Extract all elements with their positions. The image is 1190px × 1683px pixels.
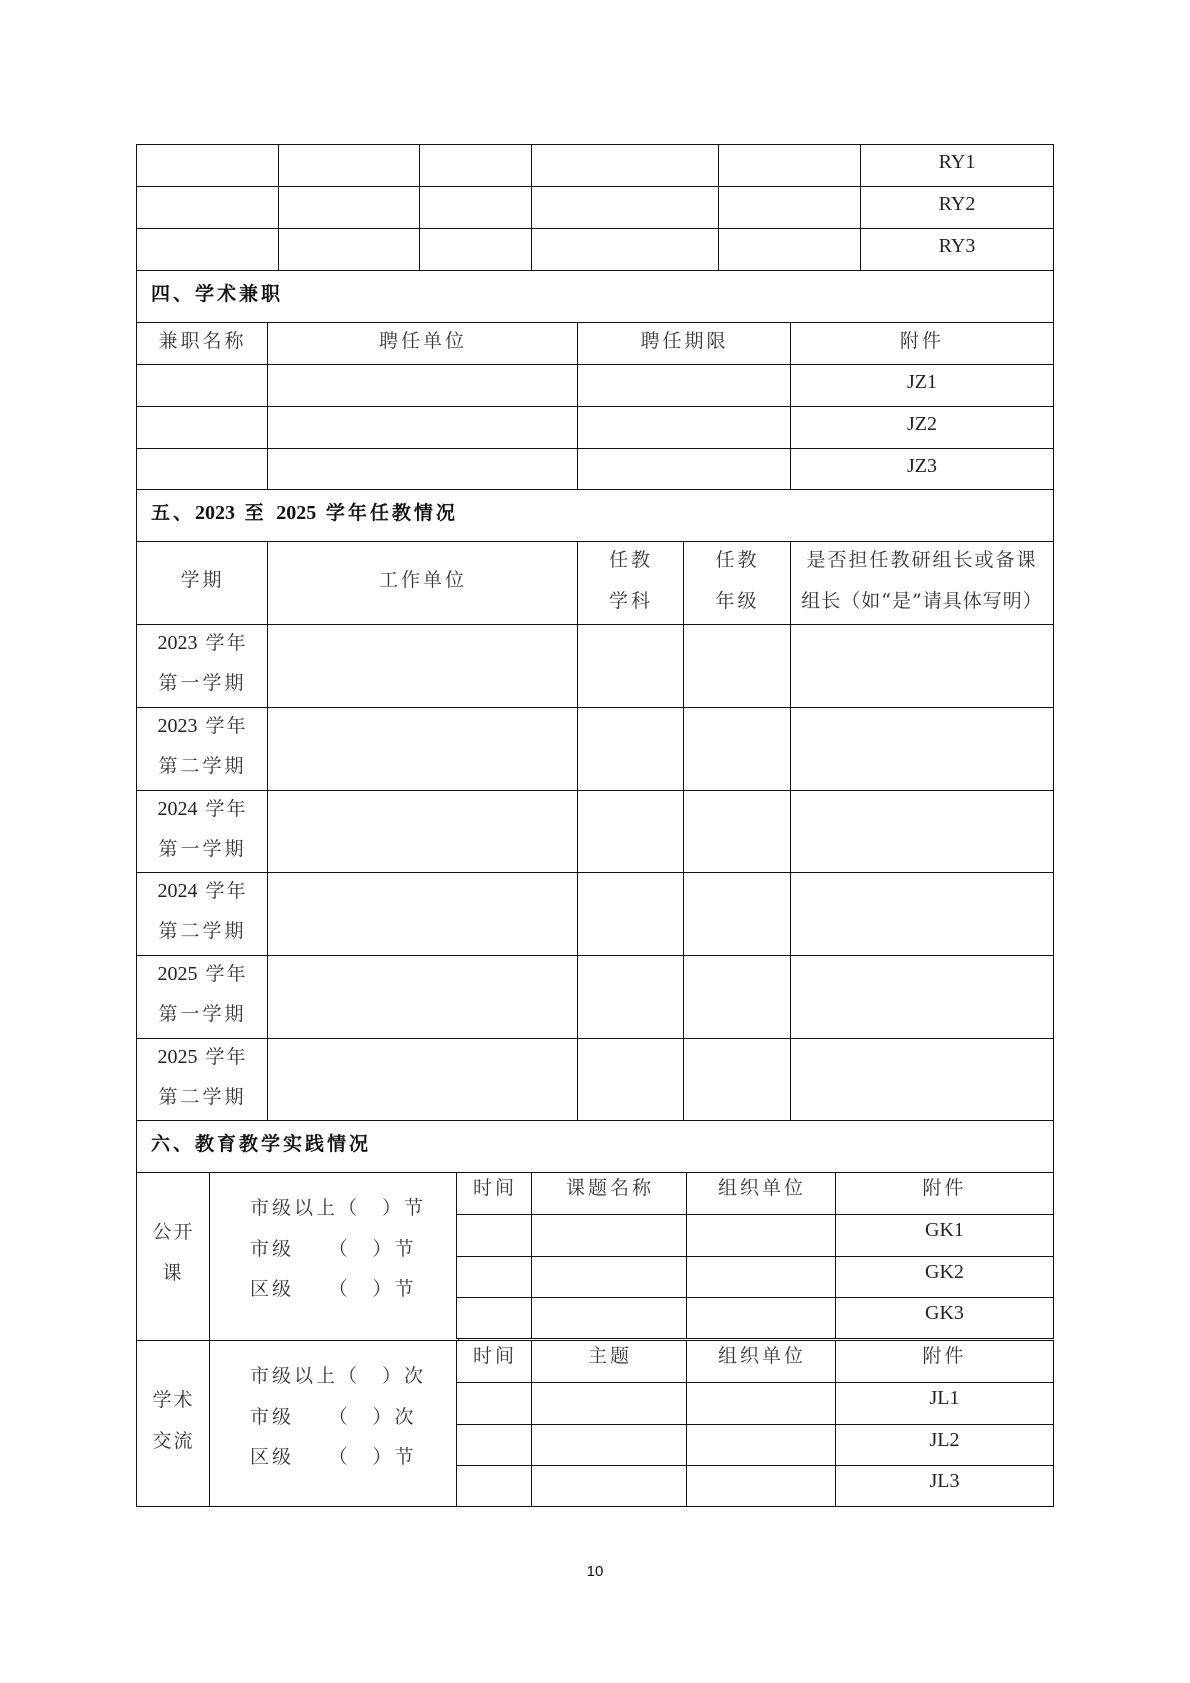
- column-header: 组织单位: [717, 1345, 806, 1367]
- attachment-code: RY1: [938, 151, 976, 173]
- term-year: [137, 715, 268, 737]
- column-header: 聘任期限: [640, 330, 729, 352]
- term-cell: [136, 707, 269, 791]
- section-title-suffix: 学年任教情况: [325, 502, 458, 524]
- column-header: 时间: [472, 1345, 517, 1367]
- attachment-code: JL2: [929, 1429, 960, 1451]
- column-header-subject-line2: 学科: [608, 590, 653, 612]
- table-cell: [577, 955, 685, 1039]
- table-cell: [577, 872, 685, 956]
- term-name: 第一学期: [158, 672, 247, 694]
- term-year-number: 2024: [157, 880, 198, 902]
- table-cell: [267, 364, 579, 407]
- exchange-label-line1: 学术: [152, 1389, 195, 1411]
- table-cell: [531, 1465, 689, 1507]
- table-cell: [278, 186, 421, 229]
- term-cell: [136, 1038, 269, 1121]
- header-cell: [456, 1340, 534, 1383]
- header-cell: [136, 322, 269, 365]
- table-cell: [683, 1038, 792, 1121]
- header-cell: [456, 1172, 534, 1215]
- header-cell: [683, 541, 792, 625]
- table-cell: [686, 1297, 838, 1339]
- table-cell: [683, 790, 792, 873]
- column-header-grade-line1: 任教: [715, 549, 760, 571]
- table-cell: [790, 955, 1054, 1039]
- section-title-mid: 至: [244, 502, 267, 524]
- header-cell: [136, 541, 269, 625]
- column-header: 时间: [472, 1177, 517, 1199]
- term-year-suffix: 学年: [205, 880, 248, 902]
- table-cell: [790, 872, 1054, 956]
- term-year: [137, 963, 268, 985]
- term-year-suffix: 学年: [205, 798, 248, 820]
- term-year: [137, 798, 268, 820]
- attachment-cell: [835, 1465, 1054, 1507]
- table-cell: [790, 1038, 1054, 1121]
- attachment-cell: [835, 1424, 1054, 1466]
- attachment-code: GK1: [925, 1219, 964, 1241]
- attachment-code: RY2: [938, 193, 976, 215]
- table-cell: [419, 186, 533, 229]
- table-cell: [267, 406, 579, 449]
- table-cell: [531, 228, 720, 271]
- column-header-term: 学期: [180, 569, 225, 591]
- attachment-cell: [790, 406, 1054, 449]
- section-header: [136, 489, 1054, 542]
- table-cell: [686, 1424, 838, 1466]
- column-header-leader-line2: 组长（如“是”请具体写明）: [801, 590, 1043, 612]
- table-cell: [456, 1424, 534, 1466]
- term-year-suffix: 学年: [205, 963, 248, 985]
- term-year-number: 2025: [157, 1046, 198, 1068]
- open-class-label-cell: [136, 1172, 211, 1341]
- table-cell: [577, 364, 792, 407]
- section-header: [136, 270, 1054, 323]
- term-cell: [136, 872, 269, 956]
- attachment-cell: [835, 1256, 1054, 1298]
- table-cell: [577, 707, 685, 791]
- table-cell: [531, 1382, 689, 1425]
- attachment-cell: [860, 228, 1054, 271]
- table-cell: [577, 624, 685, 708]
- table-cell: [136, 144, 280, 187]
- table-cell: [456, 1382, 534, 1425]
- column-header-grade-line2: 年级: [715, 590, 760, 612]
- column-header: 聘任单位: [378, 330, 467, 352]
- table-cell: [790, 624, 1054, 708]
- table-cell: [577, 448, 792, 490]
- table-cell: [531, 186, 720, 229]
- open-class-label-line2: 课: [162, 1262, 185, 1284]
- table-cell: [456, 1214, 534, 1257]
- table-cell: [267, 955, 579, 1039]
- table-cell: [683, 624, 792, 708]
- term-year: [137, 632, 268, 654]
- header-cell: [267, 322, 579, 365]
- open-class-label-line1: 公开: [152, 1221, 195, 1243]
- page-number: 10: [586, 1563, 604, 1580]
- open-class-counts-cell: [209, 1172, 459, 1341]
- term-year-suffix: 学年: [205, 715, 248, 737]
- attachment-code: JL3: [929, 1470, 960, 1492]
- column-header: 课题名称: [565, 1177, 654, 1199]
- section-title-year-end: 2025: [276, 502, 317, 524]
- exchange-count-above-city: 市级以上（ ）次: [250, 1365, 427, 1387]
- table-cell: [267, 448, 579, 490]
- table-cell: [267, 872, 579, 956]
- header-cell: [267, 541, 579, 625]
- term-year-number: 2023: [157, 715, 198, 737]
- column-header-leader-line1: 是否担任教研组长或备课: [806, 549, 1038, 571]
- term-name: 第二学期: [158, 920, 247, 942]
- header-cell: [790, 541, 1054, 625]
- term-year: [137, 1046, 268, 1068]
- table-cell: [577, 1038, 685, 1121]
- term-name: 第一学期: [158, 1003, 247, 1025]
- exchange-label-cell: [136, 1340, 211, 1507]
- term-cell: [136, 624, 269, 708]
- column-header: 附件: [922, 1177, 967, 1199]
- column-header-subject-line1: 任教: [608, 549, 653, 571]
- table-cell: [267, 624, 579, 708]
- exchange-count-city: 市级 （ ）次: [250, 1406, 417, 1428]
- table-cell: [531, 1256, 689, 1298]
- attachment-cell: [835, 1297, 1054, 1339]
- column-header: 兼职名称: [158, 330, 247, 352]
- attachment-cell: [835, 1214, 1054, 1257]
- header-cell: [531, 1172, 689, 1215]
- section-title: 六、教育教学实践情况: [151, 1133, 372, 1155]
- term-year-number: 2025: [157, 963, 198, 985]
- table-cell: [419, 144, 533, 187]
- attachment-code: RY3: [938, 235, 976, 257]
- table-cell: [136, 186, 280, 229]
- table-cell: [718, 186, 862, 229]
- table-cell: [686, 1214, 838, 1257]
- table-cell: [456, 1297, 534, 1339]
- table-cell: [683, 707, 792, 791]
- table-cell: [531, 1424, 689, 1466]
- header-cell: [531, 1340, 689, 1383]
- open-class-count-above-city: 市级以上（ ）节: [250, 1197, 427, 1219]
- header-cell: [686, 1172, 838, 1215]
- open-class-count-city: 市级 （ ）节: [250, 1238, 417, 1260]
- term-cell: [136, 790, 269, 873]
- section-title: [151, 498, 458, 525]
- table-cell: [136, 364, 269, 407]
- header-cell: [835, 1172, 1054, 1215]
- header-cell: [790, 322, 1054, 365]
- table-cell: [136, 406, 269, 449]
- column-header: 主题: [587, 1345, 632, 1367]
- table-cell: [456, 1256, 534, 1298]
- term-year: [137, 880, 268, 902]
- attachment-code: JL1: [929, 1387, 960, 1409]
- attachment-cell: [835, 1382, 1054, 1425]
- attachment-cell: [790, 448, 1054, 490]
- header-cell: [577, 322, 792, 365]
- header-cell: [577, 541, 685, 625]
- section-title-prefix: 五、: [151, 502, 196, 524]
- exchange-counts-cell: [209, 1340, 459, 1507]
- attachment-code: JZ2: [907, 413, 937, 435]
- table-cell: [531, 1297, 689, 1339]
- table-cell: [531, 1214, 689, 1257]
- table-cell: [278, 228, 421, 271]
- column-header: 附件: [922, 1345, 967, 1367]
- column-header: 组织单位: [717, 1177, 806, 1199]
- table-cell: [683, 872, 792, 956]
- open-class-count-district: 区级 （ ）节: [250, 1278, 417, 1300]
- section-header: [136, 1120, 1054, 1173]
- table-cell: [267, 707, 579, 791]
- section-title-year-start: 2023: [195, 502, 236, 524]
- attachment-cell: [860, 144, 1054, 187]
- attachment-cell: [860, 186, 1054, 229]
- attachment-cell: [790, 364, 1054, 407]
- table-cell: [790, 790, 1054, 873]
- attachment-code: JZ1: [907, 371, 937, 393]
- table-cell: [419, 228, 533, 271]
- exchange-label-line2: 交流: [152, 1430, 195, 1452]
- table-cell: [136, 448, 269, 490]
- table-cell: [456, 1465, 534, 1507]
- term-year-number: 2024: [157, 798, 198, 820]
- exchange-count-district: 区级 （ ）节: [250, 1446, 417, 1468]
- table-cell: [577, 790, 685, 873]
- table-cell: [718, 228, 862, 271]
- header-cell: [686, 1340, 838, 1383]
- attachment-code: GK2: [925, 1261, 964, 1283]
- header-cell: [835, 1340, 1054, 1383]
- term-year-suffix: 学年: [205, 632, 248, 654]
- attachment-code: JZ3: [907, 455, 937, 477]
- attachment-code: GK3: [925, 1302, 964, 1324]
- table-cell: [686, 1382, 838, 1425]
- term-cell: [136, 955, 269, 1039]
- table-cell: [683, 955, 792, 1039]
- table-cell: [267, 1038, 579, 1121]
- table-cell: [136, 228, 280, 271]
- term-year-suffix: 学年: [205, 1046, 248, 1068]
- table-cell: [790, 707, 1054, 791]
- table-cell: [278, 144, 421, 187]
- section-title: 四、学术兼职: [151, 283, 284, 305]
- table-cell: [718, 144, 862, 187]
- column-header: 附件: [899, 330, 944, 352]
- table-cell: [686, 1256, 838, 1298]
- term-year-number: 2023: [157, 632, 198, 654]
- table-cell: [577, 406, 792, 449]
- term-name: 第一学期: [158, 838, 247, 860]
- table-cell: [267, 790, 579, 873]
- term-name: 第二学期: [158, 1086, 247, 1108]
- table-cell: [531, 144, 720, 187]
- table-cell: [686, 1465, 838, 1507]
- term-name: 第二学期: [158, 755, 247, 777]
- column-header-unit: 工作单位: [378, 569, 467, 591]
